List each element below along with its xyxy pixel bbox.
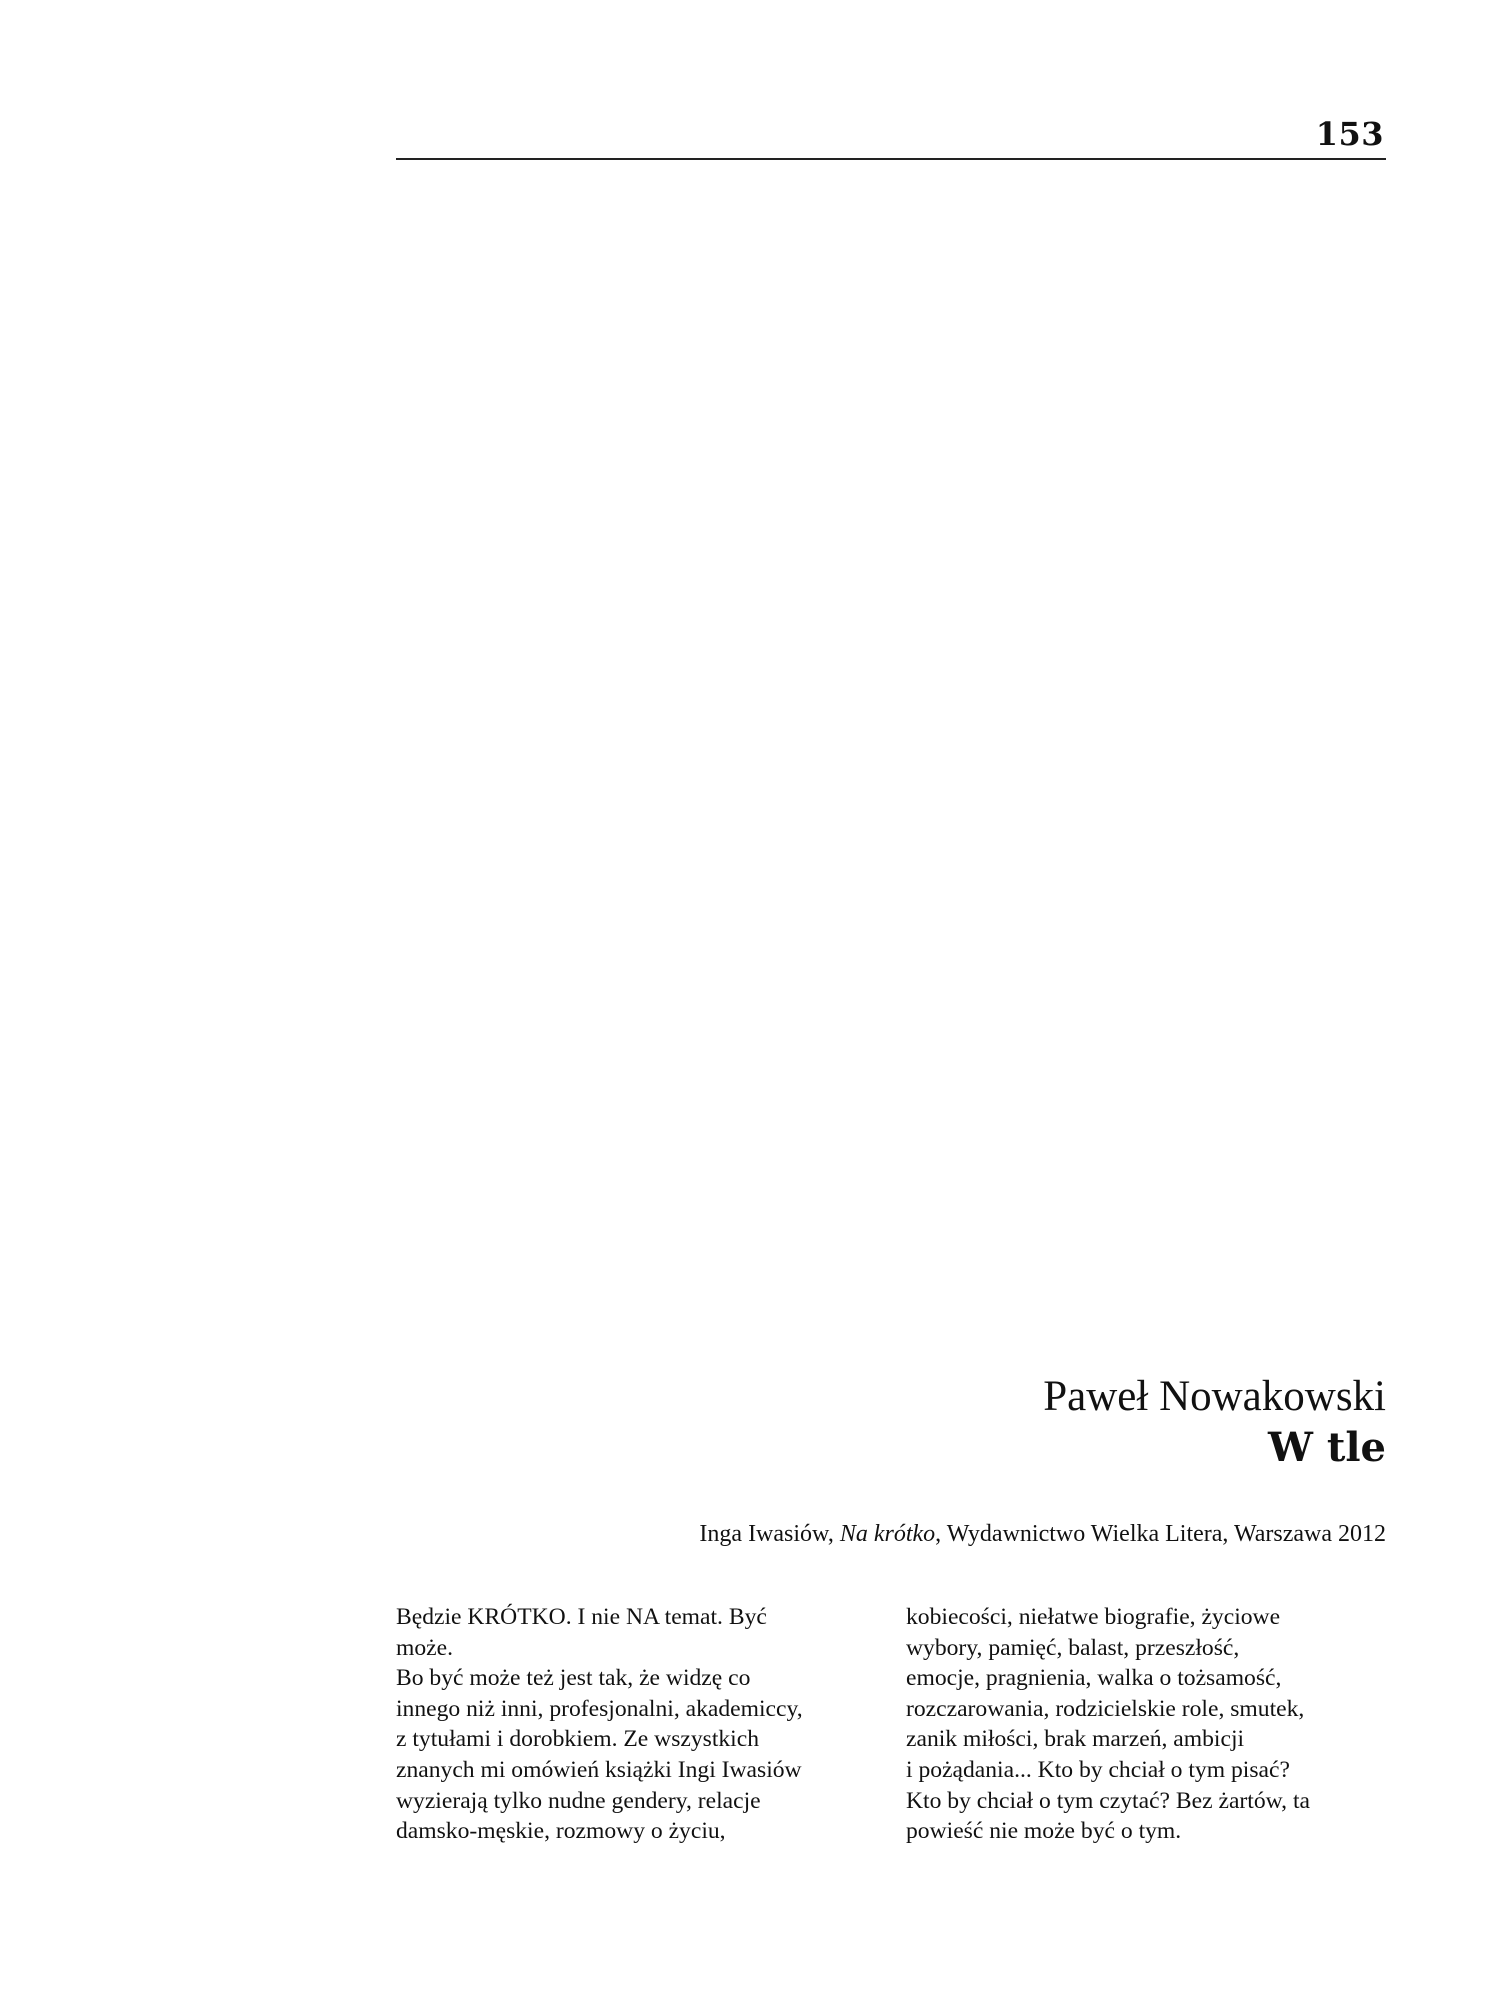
text-line: Będzie KRÓTKO. I nie NA temat. Być: [396, 1604, 767, 1630]
text-line: z tytułami i dorobkiem. Ze wszystkich: [396, 1726, 760, 1753]
text-line: kobiecości, niełatwe biografie, życiowe: [906, 1604, 1281, 1630]
text-line: może.: [396, 1634, 453, 1661]
text-line: emocje, pragnienia, walka o tożsamość,: [906, 1665, 1282, 1692]
text-line: innego niż inni, profesjonalni, akademiccy,: [396, 1695, 803, 1722]
text-column-right: [906, 1602, 1382, 1847]
article-author: Paweł Nowakowski: [1043, 1373, 1386, 1420]
text-line: Bo być może też jest tak, że widzę co: [396, 1665, 751, 1692]
citation-author: Inga Iwasiów,: [699, 1521, 840, 1547]
citation-book-title: Na krótko: [839, 1521, 936, 1547]
text-line: powieść nie może być o tym.: [906, 1818, 1182, 1845]
text-line: znanych mi omówień książki Ingi Iwasiów: [396, 1756, 802, 1783]
text-line: wybory, pamięć, balast, przeszłość,: [906, 1634, 1240, 1661]
text-line: wyzierają tylko nudne gendery, relacje: [396, 1787, 761, 1814]
citation-publisher: , Wydawnictwo Wielka Litera, Warszawa 2012: [935, 1521, 1386, 1547]
text-line: Kto by chciał o tym czytać? Bez żartów, ta: [906, 1787, 1310, 1814]
article-title: W tle: [1268, 1424, 1386, 1471]
reviewed-book-citation: [396, 1519, 1386, 1550]
text-line: rozczarowania, rodzicielskie role, smutek,: [906, 1695, 1305, 1722]
text-column-left: [396, 1602, 872, 1847]
page-number: 153: [1315, 115, 1384, 153]
text-line: i pożądania... Kto by chciał o tym pisać?: [906, 1756, 1290, 1783]
text-line: zanik miłości, brak marzeń, ambicji: [906, 1726, 1245, 1753]
header-rule: [396, 158, 1386, 160]
text-line: damsko-męskie, rozmowy o życiu,: [396, 1818, 726, 1845]
